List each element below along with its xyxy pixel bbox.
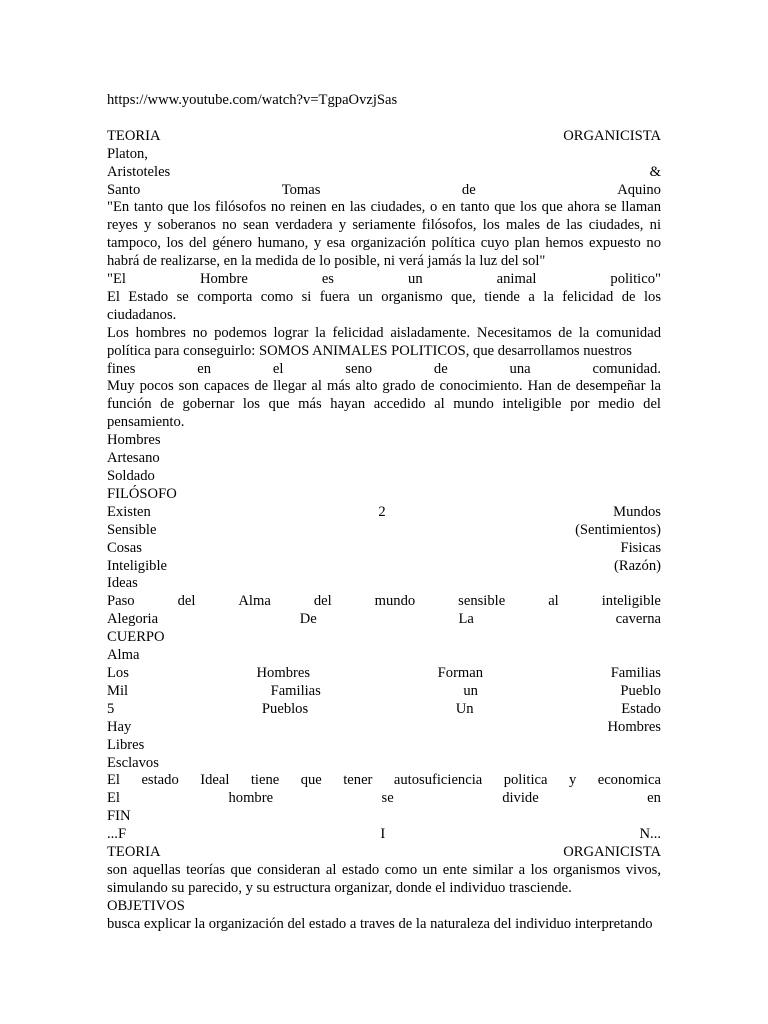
blank-line bbox=[107, 110, 661, 128]
spread-line bbox=[107, 844, 661, 862]
word: TEORIA bbox=[107, 127, 161, 144]
word: Santo bbox=[107, 181, 141, 198]
document-page bbox=[107, 92, 661, 934]
spread-line bbox=[107, 128, 661, 146]
spread-line bbox=[107, 540, 661, 558]
word: Sensible bbox=[107, 521, 157, 538]
word: El bbox=[107, 790, 120, 807]
word: Alma bbox=[238, 593, 271, 610]
spread-line bbox=[107, 504, 661, 522]
word: ORGANICISTA bbox=[563, 127, 661, 144]
text-line: FILÓSOFO bbox=[107, 485, 177, 502]
text-line: OBJETIVOS bbox=[107, 897, 185, 914]
word: animal bbox=[496, 271, 537, 288]
word: TEORIA bbox=[107, 844, 161, 861]
word: Aristoteles bbox=[107, 163, 171, 180]
word: Hombres bbox=[256, 664, 311, 681]
spread-line bbox=[107, 790, 661, 808]
word: economica bbox=[597, 772, 661, 789]
paragraph: busca explicar la organización del estado a traves de la naturaleza del individuo interpretando bbox=[107, 915, 653, 932]
spread-line bbox=[107, 701, 661, 719]
word: inteligible bbox=[601, 593, 661, 610]
word: un bbox=[463, 682, 478, 699]
word: Existen bbox=[107, 503, 151, 520]
word: y bbox=[568, 772, 577, 789]
word: 5 bbox=[107, 700, 115, 717]
spread-line bbox=[107, 826, 661, 844]
spread-line bbox=[107, 522, 661, 540]
spread-line bbox=[107, 593, 661, 611]
word: Hay bbox=[107, 718, 132, 735]
word: & bbox=[649, 163, 661, 180]
word: un bbox=[408, 271, 423, 288]
word: "El bbox=[107, 271, 126, 288]
text-line: Ideas bbox=[107, 575, 138, 592]
word: Familias bbox=[270, 682, 321, 699]
word: (Razón) bbox=[613, 557, 661, 574]
spread-line bbox=[107, 271, 661, 289]
word: es bbox=[321, 271, 334, 288]
word: Forman bbox=[437, 664, 484, 681]
text-line: FIN bbox=[107, 808, 131, 825]
word: Pueblo bbox=[620, 682, 661, 699]
text-line: Artesano bbox=[107, 450, 160, 467]
paragraph: Los hombres no podemos lograr la felicidad aisladamente. Necesitamos de la comunidad política para conseguirlo: SOMOS ANIMALES POLITICOS, que desarrollamos nuestros bbox=[107, 324, 661, 359]
word: seno bbox=[345, 360, 373, 377]
word: Los bbox=[107, 664, 129, 681]
word: Aquino bbox=[617, 181, 661, 198]
word: Inteligible bbox=[107, 557, 167, 574]
spread-line bbox=[107, 772, 661, 790]
word: Paso bbox=[107, 593, 135, 610]
spread-line bbox=[107, 558, 661, 576]
text-line: Hombres bbox=[107, 432, 161, 449]
word: del bbox=[313, 593, 332, 610]
word: Tomas bbox=[281, 181, 321, 198]
word: Pueblos bbox=[261, 700, 309, 717]
spread-line bbox=[107, 611, 661, 629]
spread-line bbox=[107, 719, 661, 737]
word: Mil bbox=[107, 682, 129, 699]
paragraph: Muy pocos son capaces de llegar al más alto grado de conocimiento. Han de desempeñar la función de gobernar los que más hayan accedido al mundo inteligible por medio del pensamiento. bbox=[107, 378, 661, 431]
word: Ideal bbox=[200, 772, 230, 789]
word: ORGANICISTA bbox=[563, 844, 661, 861]
word: comunidad. bbox=[592, 360, 661, 377]
spread-line bbox=[107, 164, 661, 182]
paragraph: El Estado se comporta como si fuera un organismo que, tiende a la felicidad de los ciudadanos. bbox=[107, 288, 661, 323]
word: de bbox=[433, 360, 448, 377]
word: sensible bbox=[458, 593, 506, 610]
word: ...F bbox=[107, 826, 127, 843]
video-url: https://www.youtube.com/watch?v=TgpaOvzjSas bbox=[107, 92, 398, 108]
text-line: Soldado bbox=[107, 468, 155, 485]
word: Fisicas bbox=[620, 539, 661, 556]
word: N... bbox=[639, 826, 661, 843]
word: Hombres bbox=[607, 718, 661, 735]
text-line: Platon, bbox=[107, 145, 148, 162]
word: politica bbox=[503, 772, 548, 789]
text-line: Esclavos bbox=[107, 754, 159, 771]
word: Cosas bbox=[107, 539, 142, 556]
word: del bbox=[177, 593, 196, 610]
word: en bbox=[197, 360, 212, 377]
word: caverna bbox=[615, 611, 661, 628]
word: Familias bbox=[610, 664, 661, 681]
word: I bbox=[380, 826, 386, 843]
paragraph: son aquellas teorías que consideran al estado como un ente similar a los organismos vivos, simulando su parecido, y su estructura organizar, donde el individuo trasciende. bbox=[107, 861, 661, 896]
word: estado bbox=[141, 772, 179, 789]
word: Mundos bbox=[613, 503, 661, 520]
word: Alegoria bbox=[107, 611, 159, 628]
word: divide bbox=[502, 790, 539, 807]
word: La bbox=[458, 611, 474, 628]
word: 2 bbox=[378, 503, 386, 520]
word: Estado bbox=[621, 700, 661, 717]
word: tiene bbox=[250, 772, 280, 789]
spread-line bbox=[107, 683, 661, 701]
word: el bbox=[272, 360, 284, 377]
word: que bbox=[300, 772, 322, 789]
word: mundo bbox=[374, 593, 416, 610]
document-body bbox=[107, 128, 661, 934]
word: al bbox=[548, 593, 559, 610]
word: fines bbox=[107, 360, 136, 377]
word: Hombre bbox=[199, 271, 248, 288]
word: De bbox=[299, 611, 317, 628]
paragraph: "En tanto que los filósofos no reinen en las ciudades, o en tanto que los que ahora se llaman reyes y soberanos no sean verdadera y seriamente filósofos, los males de las ciudades, ni tampoco, los del género humano, y esa organización política cuyo plan hemos expuesto no habrá de realizarse, en la medida de lo posible, ni verá jamás la luz del sol" bbox=[107, 199, 661, 270]
word: autosuficiencia bbox=[393, 772, 483, 789]
text-line: CUERPO bbox=[107, 629, 165, 646]
word: politico" bbox=[610, 271, 661, 288]
word: una bbox=[509, 360, 531, 377]
word: El bbox=[107, 772, 120, 789]
text-line: Libres bbox=[107, 736, 145, 753]
word: tener bbox=[343, 772, 373, 789]
word: hombre bbox=[228, 790, 274, 807]
spread-line bbox=[107, 665, 661, 683]
word: Un bbox=[455, 700, 474, 717]
spread-line bbox=[107, 182, 661, 200]
word: en bbox=[647, 790, 661, 807]
spread-line bbox=[107, 361, 661, 379]
word: (Sentimientos) bbox=[575, 521, 661, 538]
text-line: Alma bbox=[107, 647, 140, 664]
word: de bbox=[461, 181, 476, 198]
word: se bbox=[381, 790, 394, 807]
